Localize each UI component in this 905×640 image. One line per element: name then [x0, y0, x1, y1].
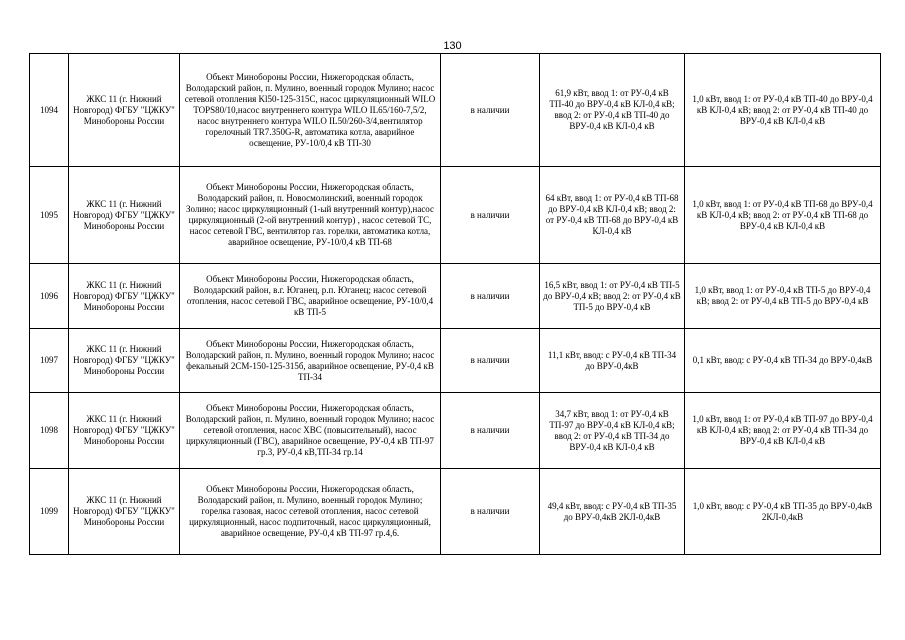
object-description-cell: Объект Минобороны России, Нижегородская область, Володарский район, п. Мулино, военный городок Мулино; насос фекальный 2СМ-150-125-315б, аварийное освещение, РУ-0,4 кВ ТП-34 [180, 329, 441, 393]
table-row [30, 167, 881, 264]
organization-cell: ЖКС 11 (г. Нижний Новгород) ФГБУ "ЦЖКУ" Минобороны России [69, 264, 180, 329]
row-number: 1095 [30, 167, 69, 264]
object-description-cell: Объект Минобороны России, Нижегородская область, Володарский район, п. Мулино, военный городок Мулино; насос сетевой отопления, насос ХВС (повысительный), насос циркуляционный (ГВС), аварийное освещение, РУ-0,4 кВ ТП-97 гр.3, РУ-0,4 кВ,ТП-34 гр.14 [180, 393, 441, 469]
registry-table [29, 53, 881, 555]
power-cell: 61,9 кВт, ввод 1: от РУ-0,4 кВ ТП-40 до ВРУ-0,4 кВ КЛ-0,4 кВ; ввод 2: от РУ-0,4 кВ ТП-40 до ВРУ-0,4 кВ КЛ-0,4 кВ [540, 54, 685, 167]
organization-cell: ЖКС 11 (г. Нижний Новгород) ФГБУ "ЦЖКУ" Минобороны России [69, 329, 180, 393]
object-description-cell: Объект Минобороны России, Нижегородская область, Володарский район, в.г. Юганец, р.п. Юганец; насос сетевой отопления, насос сетевой ГВС, аварийное освещение, РУ-10/0,4 кВ ТП-5 [180, 264, 441, 329]
organization-cell: ЖКС 11 (г. Нижний Новгород) ФГБУ "ЦЖКУ" Минобороны России [69, 54, 180, 167]
page-number: 130 [443, 40, 462, 52]
power-cell: 34,7 кВт, ввод 1: от РУ-0,4 кВ ТП-97 до ВРУ-0,4 кВ КЛ-0,4 кВ; ввод 2: от РУ-0,4 кВ ТП-34 до ВРУ-0,4 кВ КЛ-0,4 кВ [540, 393, 685, 469]
organization-cell: ЖКС 11 (г. Нижний Новгород) ФГБУ "ЦЖКУ" Минобороны России [69, 393, 180, 469]
organization-cell: ЖКС 11 (г. Нижний Новгород) ФГБУ "ЦЖКУ" Минобороны России [69, 167, 180, 264]
organization-cell: ЖКС 11 (г. Нижний Новгород) ФГБУ "ЦЖКУ" Минобороны России [69, 469, 180, 555]
object-description-cell: Объект Минобороны России, Нижегородская область, Володарский район, п. Мулино, военный городок Мулино; горелка газовая, насос сетевой отопления, насос сетевой циркуляционный, насос подпиточный, насос циркуляционный, аварийное освещение, РУ-0,4 кВ ТП-97 гр.4,6. [180, 469, 441, 555]
availability-cell: в наличии [441, 393, 540, 469]
reserve-power-cell: 1,0 кВт, ввод 1: от РУ-0,4 кВ ТП-97 до ВРУ-0,4 кВ КЛ-0,4 кВ; ввод 2: от РУ-0,4 кВ ТП-34 до ВРУ-0,4 кВ КЛ-0,4 кВ [685, 393, 881, 469]
power-cell: 64 кВт, ввод 1: от РУ-0,4 кВ ТП-68 до ВРУ-0,4 кВ КЛ-0,4 кВ; ввод 2: от РУ-0,4 кВ ТП-68 до ВРУ-0,4 кВ КЛ-0,4 кВ [540, 167, 685, 264]
row-number: 1097 [30, 329, 69, 393]
availability-cell: в наличии [441, 167, 540, 264]
availability-cell: в наличии [441, 264, 540, 329]
table-row [30, 54, 881, 167]
table-row [30, 329, 881, 393]
row-number: 1098 [30, 393, 69, 469]
object-description-cell: Объект Минобороны России, Нижегородская область, Володарский район, п. Мулино, военный городок Мулино; насос сетевой отопления Kl50-125-315C, насос циркуляционный WILO TOPS80/10,насос внутреннего контура WILO IL65/160-7,5/2, насос внутреннего контура WILO IL50/260-3/4,вентилятор горелочный TR7.350G-R, автоматика котла, аварийное освещение, РУ-10/0,4 кВ ТП-30 [180, 54, 441, 167]
row-number: 1094 [30, 54, 69, 167]
reserve-power-cell: 1,0 кВт, ввод 1: от РУ-0,4 кВ ТП-68 до ВРУ-0,4 кВ КЛ-0,4 кВ; ввод 2: от РУ-0,4 кВ ТП-68 до ВРУ-0,4 кВ КЛ-0,4 кВ [685, 167, 881, 264]
availability-cell: в наличии [441, 469, 540, 555]
availability-cell: в наличии [441, 54, 540, 167]
power-cell: 11,1 кВт, ввод: с РУ-0,4 кВ ТП-34 до ВРУ-0,4кВ [540, 329, 685, 393]
reserve-power-cell: 1,0 кВт, ввод 1: от РУ-0,4 кВ ТП-40 до ВРУ-0,4 кВ КЛ-0,4 кВ; ввод 2: от РУ-0,4 кВ ТП-40 до ВРУ-0,4 кВ КЛ-0,4 кВ [685, 54, 881, 167]
reserve-power-cell: 0,1 кВт, ввод: с РУ-0,4 кВ ТП-34 до ВРУ-0,4кВ [685, 329, 881, 393]
reserve-power-cell: 1,0 кВт, ввод: с РУ-0,4 кВ ТП-35 до ВРУ-0,4кВ 2КЛ-0,4кВ [685, 469, 881, 555]
row-number: 1099 [30, 469, 69, 555]
power-cell: 16,5 кВт, ввод 1: от РУ-0,4 кВ ТП-5 до ВРУ-0,4 кВ; ввод 2: от РУ-0,4 кВ ТП-5 до ВРУ-0,4 кВ [540, 264, 685, 329]
availability-cell: в наличии [441, 329, 540, 393]
power-cell: 49,4 кВт, ввод: с РУ-0,4 кВ ТП-35 до ВРУ-0,4кВ 2КЛ-0,4кВ [540, 469, 685, 555]
table-row [30, 469, 881, 555]
table-row [30, 264, 881, 329]
row-number: 1096 [30, 264, 69, 329]
object-description-cell: Объект Минобороны России, Нижегородская область, Володарский район, п. Новосмолинский, военный городок Золино; насос циркуляционный (1-ый внутренний контур),насос циркуляционный (2-ой внутренний контур) , насос сетевой ТС, насос сетевой ГВС, вентилятор газ. горелки, автоматика котла, аварийное освещение, РУ-10/0,4 кВ ТП-68 [180, 167, 441, 264]
table-row [30, 393, 881, 469]
reserve-power-cell: 1,0 кВт, ввод 1: от РУ-0,4 кВ ТП-5 до ВРУ-0,4 кВ; ввод 2: от РУ-0,4 кВ ТП-5 до ВРУ-0,4 кВ [685, 264, 881, 329]
